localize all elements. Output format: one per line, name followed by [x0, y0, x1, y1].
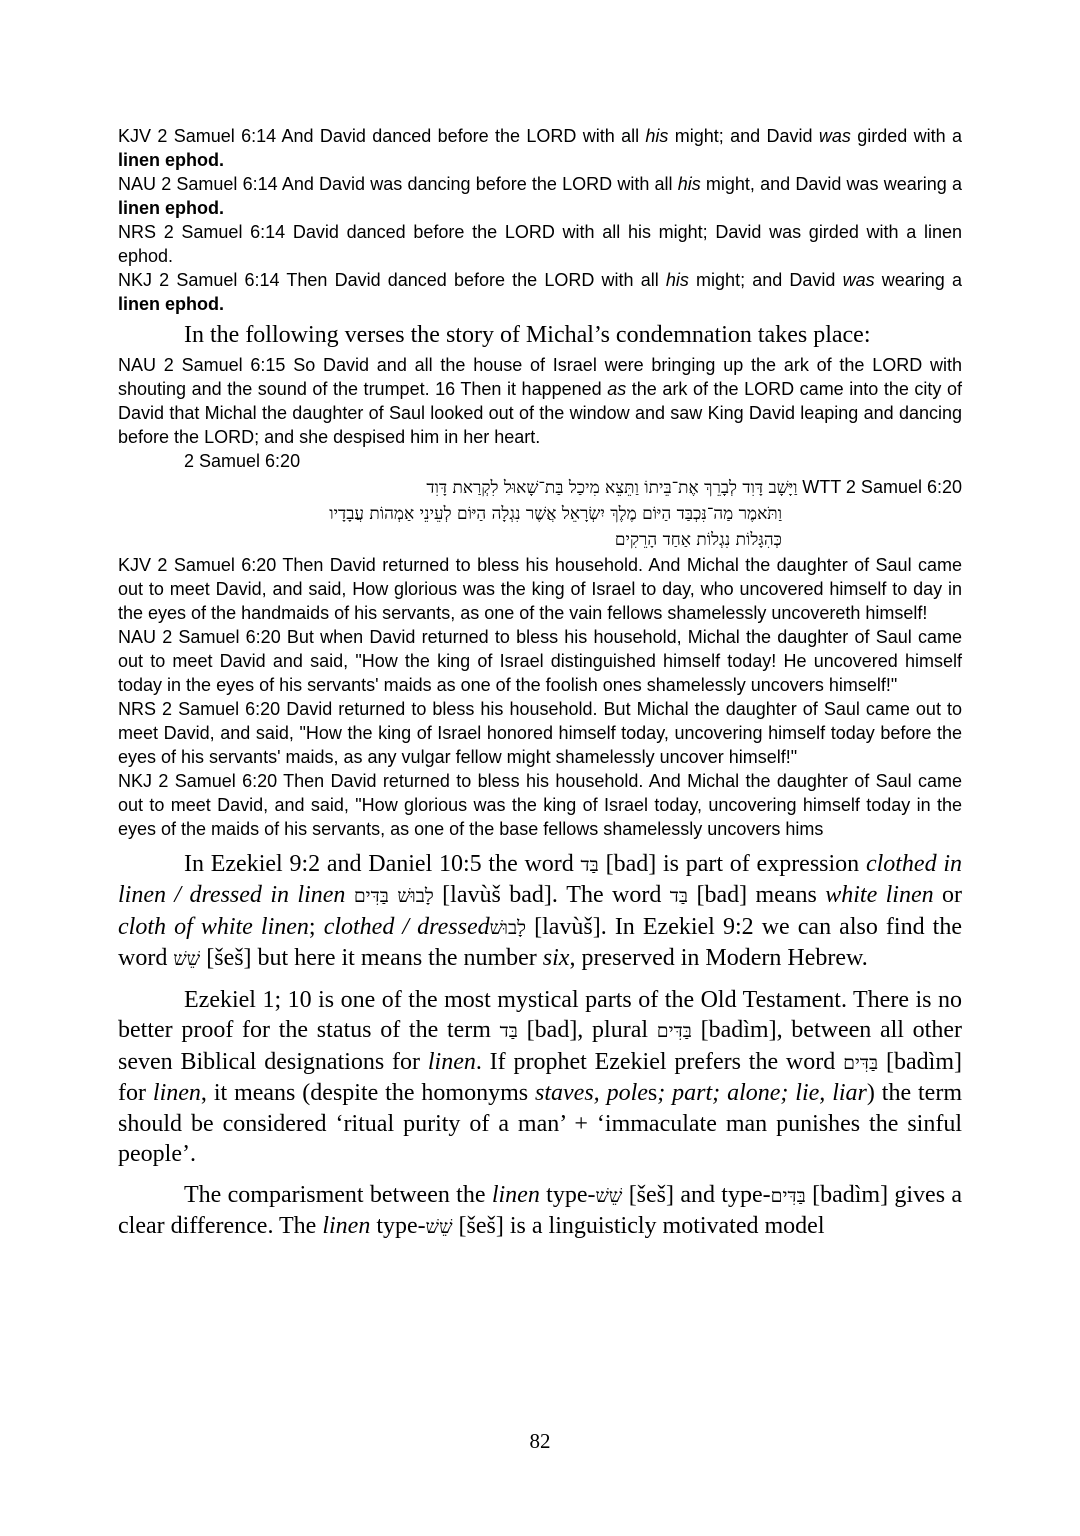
paragraph-ezekiel-daniel: In Ezekiel 9:2 and Daniel 10:5 the word בַּד [bad] is part of expression clothed in linen / dressed in linen לָבוּשׁ בַּדִּים [lavùš bad]. The word בַּד [bad] means white linen or cloth of white linen; clothed / dressedלָבוּשׁ [lavùš]. In Ezekiel 9:2 we can also find the word שֵׁשׁ [šeš] but here it means the number six, preserved in Modern Hebrew.	[118, 850, 963, 971]
hebrew-text-block	[118, 475, 962, 553]
wtt-label: WTT 2 Samuel 6:20	[802, 476, 962, 497]
verses-6-20	[118, 553, 962, 841]
hebrew-line-1: וַיָּשָׁב דָּוִד לְבָרֵךְ אֶת־בֵּיתוֹ וַתֵּצֵא מִיכַל בַּת־שָׁאוּל לִקְרַאת דָּוִד WTT 2 Samuel 6:20	[426, 476, 962, 498]
page-number: 82	[529, 1429, 551, 1453]
page-content	[118, 124, 962, 1245]
reference-6-20: 2 Samuel 6:20	[184, 450, 301, 471]
verse-kjv-6-20: KJV 2 Samuel 6:20 Then David returned to bless his household. And Michal the daughter of Saul came out to meet David, and said, How glorious was the king of Israel to day, who uncovered himself to day in the eyes of the handmaids of his servants, as one of the vain fellows shamelessly uncovereth himself!	[118, 554, 962, 623]
hebrew-line-3: כְּהִגָּלוֹת נִגְלוֹת אַחַד הָרֵקִים	[614, 529, 782, 550]
verse-nrs-6-20: NRS 2 Samuel 6:20 David returned to bless his household. But Michal the daughter of Saul came out to meet David, and said, "How the king of Israel honored himself today, uncovering himself today before the eyes of his servants' maids, as any vulgar fellow might shamelessly uncover himself!"	[118, 698, 962, 767]
verse-nkj-6-14: NKJ 2 Samuel 6:14 Then David danced before the LORD with all his might; and David was wearing a linen ephod.	[118, 270, 962, 314]
verse-nkj-6-20: NKJ 2 Samuel 6:20 Then David returned to bless his household. And Michal the daughter of Saul came out to meet David, and said, "How glorious was the king of Israel today, uncovering himself today in the eyes of the maids of his servants, as one of the base fellows shamelessly uncovers hims	[118, 770, 962, 839]
verse-kjv-6-14: KJV 2 Samuel 6:14 And David danced before the LORD with all his might; and David was girded with a linen ephod.	[118, 126, 962, 170]
verses-6-14	[118, 124, 962, 316]
verse-nrs-6-14: NRS 2 Samuel 6:14 David danced before the LORD with all his might; David was girded with a linen ephod.	[118, 222, 962, 266]
verse-nau-6-20: NAU 2 Samuel 6:20 But when David returned to bless his household, Michal the daughter of Saul came out to meet David and said, "How the king of Israel distinguished himself today! He uncovered himself today in the eyes of his servants' maids as one of the foolish ones shamelessly uncovers himself!"	[118, 626, 962, 695]
verse-nau-6-15: NAU 2 Samuel 6:15 So David and all the house of Israel were bringing up the ark of the LORD with shouting and the sound of the trumpet. 16 Then it happened as the ark of the LORD came into the city of David that Michal the daughter of Saul looked out of the window and saw King David leaping and dancing before the LORD; and she despised him in her heart.	[118, 354, 963, 447]
hebrew-line-2: וַתֹּאמֶר מַה־נִּכְבַּד הַיּוֹם מֶלֶךְ יִשְׂרָאֵל אֲשֶׁר נִגְלָה הַיּוֹם לְעֵינֵי אַמְהוֹת עֲבָדָיו	[329, 503, 782, 524]
intro-sentence: In the following verses the story of Michal’s condemnation takes place:	[184, 322, 871, 348]
verse-nau-6-14: NAU 2 Samuel 6:14 And David was dancing before the LORD with all his might, and David was wearing a linen ephod.	[118, 174, 962, 218]
paragraph-ezekiel-mystical: Ezekiel 1; 10 is one of the most mystical parts of the Old Testament. There is no better proof for the status of the term בַּד [bad], plural בַּדִּים [badìm], between all other seven Biblical designations for linen. If prophet Ezekiel prefers the word בַּדִּים [badìm] for linen, it means (despite the homonyms staves, poles; part; alone; lie, liar) the term should be considered ‘ritual purity of a man’ + ‘immaculate man punishes the sinful people’.	[118, 986, 962, 1167]
paragraph-comparison: The comparisment between the linen type-שֵׁשׁ [šeš] and type-בַּדִּים [badìm] gives a clear difference. The linen type-שֵׁשׁ [šeš] is a linguisticly motivated model	[118, 1181, 963, 1239]
